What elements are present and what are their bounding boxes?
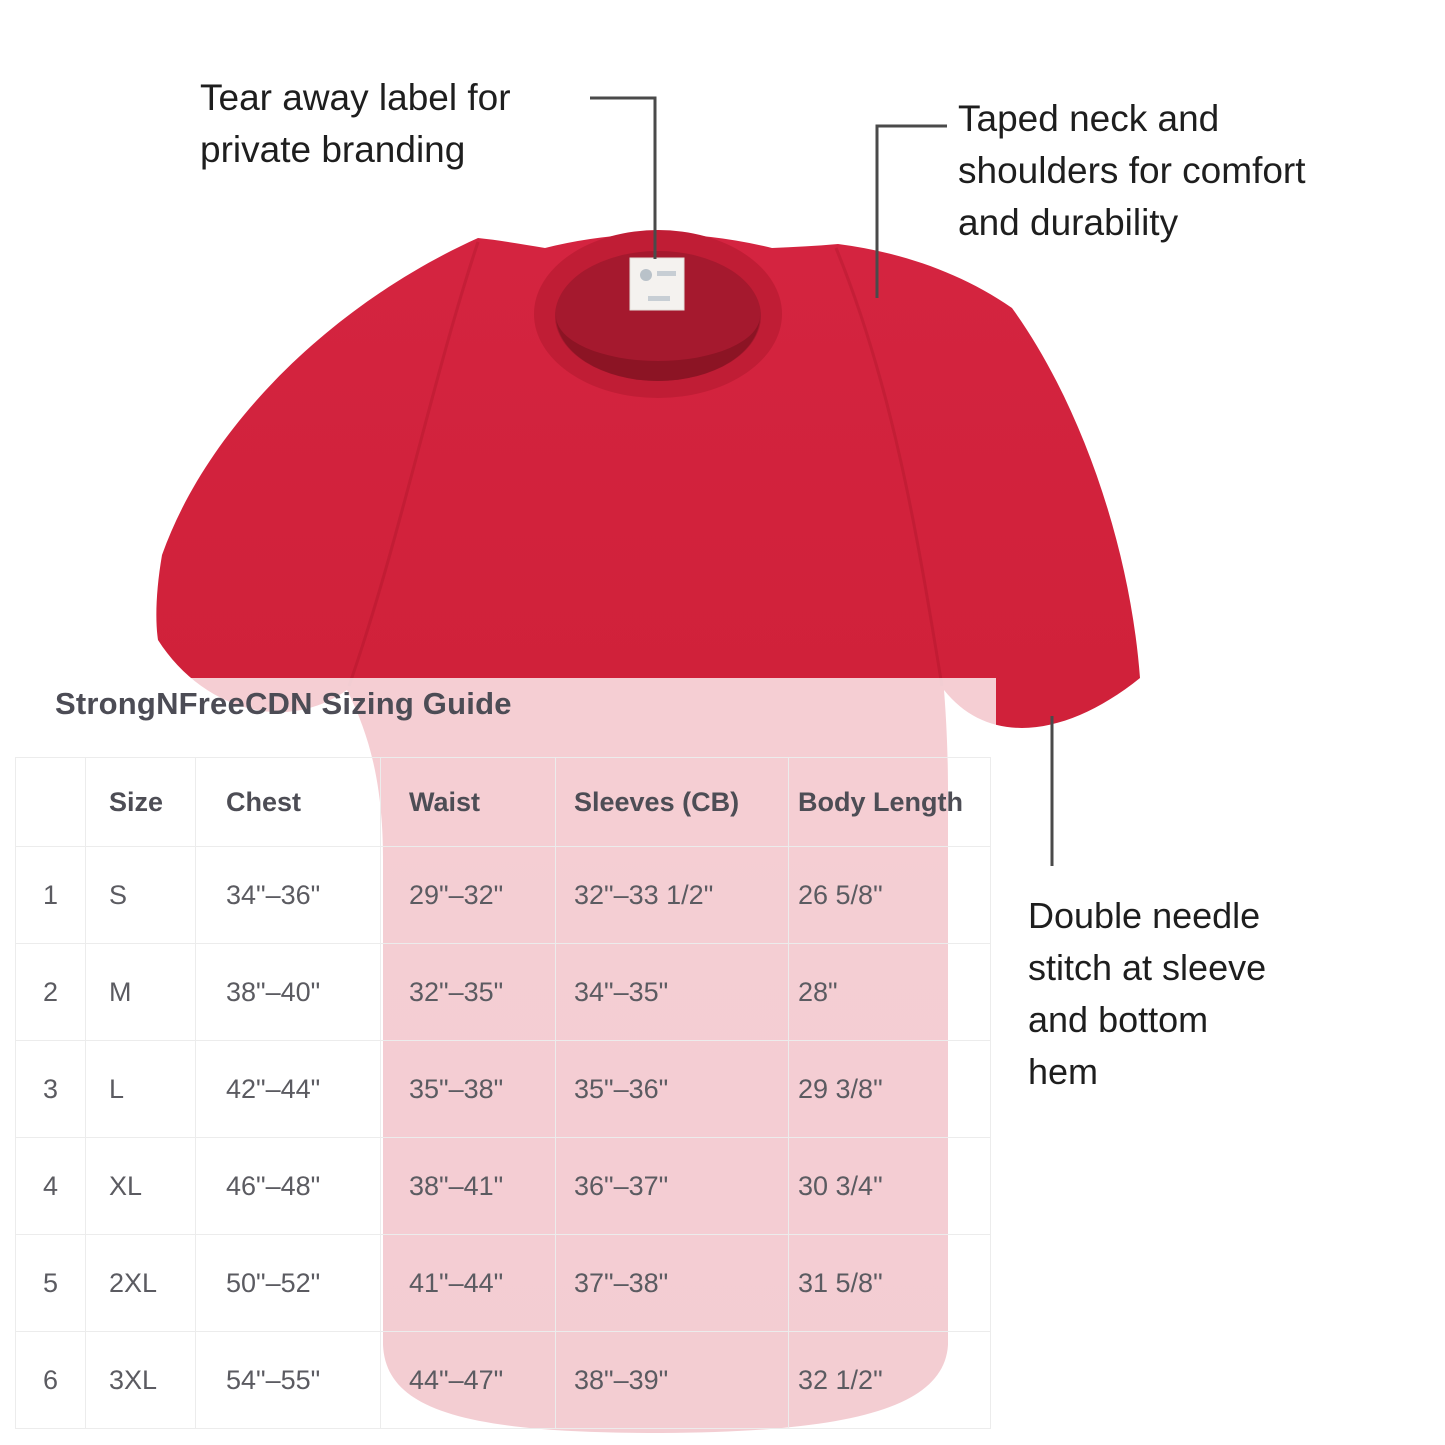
table-cell: 26 5/8" — [789, 847, 991, 944]
table-cell: 3 — [16, 1041, 86, 1138]
callout-tear-away-label — [200, 72, 511, 176]
table-cell: 35"–36" — [556, 1041, 789, 1138]
callout-line-text: and bottom — [1028, 999, 1209, 1040]
table-cell: 34"–35" — [556, 944, 789, 1041]
callout-line-text: Tear away label for — [200, 77, 511, 118]
column-header: Waist — [381, 758, 556, 847]
table-cell: 37"–38" — [556, 1235, 789, 1332]
table-cell: 30 3/4" — [789, 1138, 991, 1235]
table-cell: 41"–44" — [381, 1235, 556, 1332]
column-header: Size — [86, 758, 196, 847]
table-cell: XL — [86, 1138, 196, 1235]
table-cell: 29 3/8" — [789, 1041, 991, 1138]
table-cell: 28" — [789, 944, 991, 1041]
callout-double-needle-stitch — [1028, 890, 1266, 1098]
table-cell: 46"–48" — [196, 1138, 381, 1235]
callout-line-text: stitch at sleeve — [1028, 947, 1267, 988]
table-cell: 34"–36" — [196, 847, 381, 944]
table-cell: 2XL — [86, 1235, 196, 1332]
table-cell: 42"–44" — [196, 1041, 381, 1138]
column-header: Chest — [196, 758, 381, 847]
callout-line-text: Taped neck and — [958, 98, 1220, 139]
table-cell: S — [86, 847, 196, 944]
taped-neck-callout-line — [877, 126, 947, 298]
callout-line-text: private branding — [200, 129, 466, 170]
table-cell: L — [86, 1041, 196, 1138]
table-cell: 44"–47" — [381, 1332, 556, 1429]
table-cell: 32 1/2" — [789, 1332, 991, 1429]
table-cell: 5 — [16, 1235, 86, 1332]
table-cell: 1 — [16, 847, 86, 944]
table-cell: 32"–35" — [381, 944, 556, 1041]
table-cell: 54"–55" — [196, 1332, 381, 1429]
callout-taped-neck — [958, 93, 1306, 249]
callout-line-text: and durability — [958, 202, 1179, 243]
table-cell: 38"–41" — [381, 1138, 556, 1235]
table-cell: 31 5/8" — [789, 1235, 991, 1332]
table-cell: 38"–39" — [556, 1332, 789, 1429]
table-cell: 3XL — [86, 1332, 196, 1429]
column-header: Sleeves (CB) — [556, 758, 789, 847]
callout-line-text: Double needle — [1028, 895, 1261, 936]
callout-line-text: hem — [1028, 1051, 1099, 1092]
table-cell: 29"–32" — [381, 847, 556, 944]
tear-away-callout-line — [590, 98, 655, 259]
table-cell: 2 — [16, 944, 86, 1041]
column-header: Body Length — [789, 758, 991, 847]
table-cell: 32"–33 1/2" — [556, 847, 789, 944]
table-cell: M — [86, 944, 196, 1041]
table-cell: 6 — [16, 1332, 86, 1429]
table-cell: 35"–38" — [381, 1041, 556, 1138]
callout-line-text: shoulders for comfort — [958, 150, 1306, 191]
table-cell: 38"–40" — [196, 944, 381, 1041]
table-cell: 50"–52" — [196, 1235, 381, 1332]
table-cell: 4 — [16, 1138, 86, 1235]
table-cell: 36"–37" — [556, 1138, 789, 1235]
sizing-guide-title: StrongNFreeCDN Sizing Guide — [55, 686, 512, 721]
